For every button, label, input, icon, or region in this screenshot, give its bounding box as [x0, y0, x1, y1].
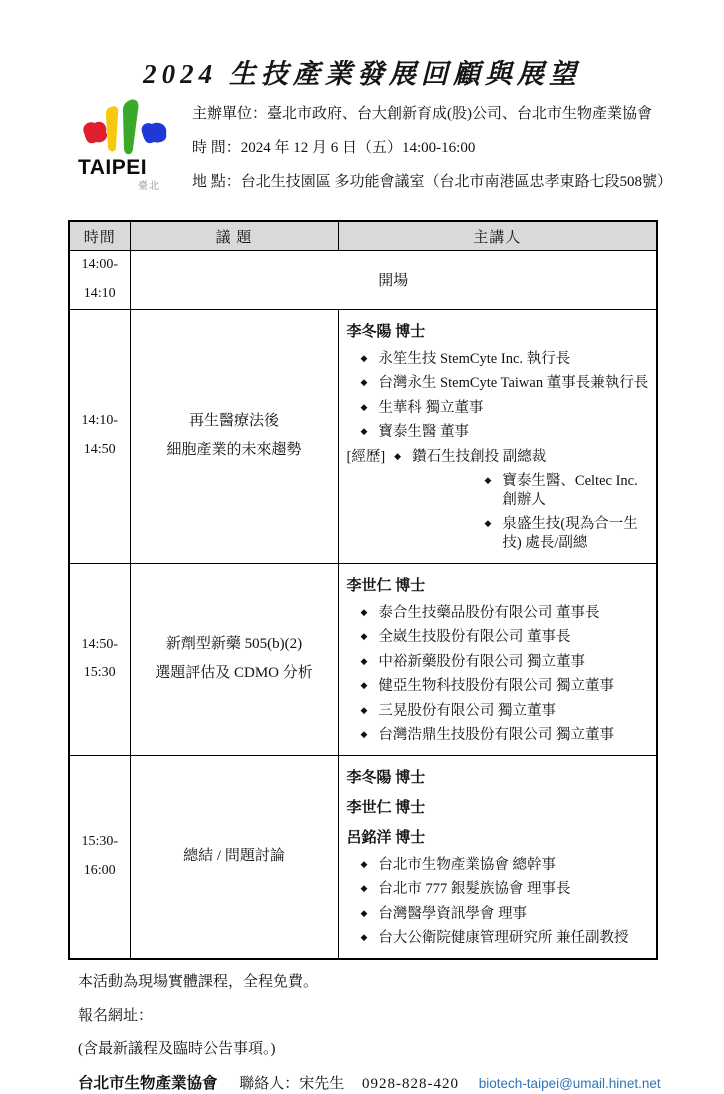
diamond-bullet-icon: ◆ — [360, 352, 368, 363]
diamond-bullet-icon: ◆ — [360, 907, 368, 918]
speaker-role-item — [361, 604, 653, 623]
taipei-wordmark: TAIPEI — [78, 156, 148, 179]
speaker-role-item — [361, 374, 653, 393]
taipei-logo-subtext: 臺北 — [138, 181, 160, 192]
diamond-bullet-icon: ◆ — [360, 729, 368, 740]
role-text: 台北市生物產業協會 總幹事 — [378, 856, 557, 873]
opening-cell: 開場 — [130, 251, 657, 309]
diamond-bullet-icon: ◆ — [484, 518, 492, 529]
association-name: 台北市生物產業協會 — [78, 1074, 218, 1092]
contact-line — [78, 1074, 724, 1094]
role-text: 健亞生物科技股份有限公司 獨立董事 — [378, 678, 615, 695]
taipei-brushstrokes-icon — [78, 99, 170, 157]
table-row — [69, 755, 657, 959]
contact-email-link[interactable]: biotech-taipei@umail.hinet.net — [478, 1075, 661, 1091]
experience-label: [經歷] — [346, 448, 386, 465]
diamond-bullet-icon: ◆ — [360, 606, 368, 617]
col-header-topic: 議 題 — [130, 221, 338, 251]
experience-item — [485, 472, 653, 509]
topic-cell: 再生醫療法後 細胞產業的未來趨勢 — [130, 309, 338, 563]
col-header-time: 時間 — [69, 221, 130, 251]
diamond-bullet-icon: ◆ — [360, 426, 368, 437]
speaker-name: 李世仁 博士 — [346, 577, 426, 594]
contact-person: 聯絡人：宋先生 — [239, 1075, 345, 1092]
role-text: 泰合生技藥品股份有限公司 董事長 — [378, 604, 600, 621]
role-text: 台灣醫學資訊學會 理事 — [378, 905, 528, 922]
experience-text: 寶泰生醫、Celtec Inc. 創辦人 — [502, 473, 638, 508]
speaker-name: 李冬陽 博士 — [346, 769, 426, 786]
role-text: 全崴生技股份有限公司 董事長 — [378, 629, 571, 646]
signup-note: (含最新議程及臨時公告事項。) — [78, 1041, 276, 1058]
footer-note: 本活動為現場實體課程，全程免費。 — [78, 974, 319, 991]
col-header-speaker: 主講人 — [338, 221, 657, 251]
experience-item — [485, 515, 653, 552]
role-text: 三晃股份有限公司 獨立董事 — [378, 702, 557, 719]
speaker-role-item — [361, 399, 653, 418]
signup-url-label: 報名網址： — [78, 1007, 154, 1024]
diamond-bullet-icon: ◆ — [360, 680, 368, 691]
speaker-name: 李冬陽 博士 — [346, 323, 426, 340]
time-cell: 14:50- 15:30 — [69, 563, 130, 755]
speaker-cell — [338, 755, 657, 959]
speaker-role-item — [361, 423, 653, 442]
taipei-logo — [78, 99, 170, 191]
organizer-line: 主辦單位：臺北市政府、台大創新育成(股)公司、台北市生物產業協會 — [192, 106, 652, 122]
role-text: 生華科 獨立董事 — [378, 399, 484, 416]
speaker-role-item — [361, 653, 653, 672]
speaker-role-item — [361, 929, 653, 948]
header-block — [78, 99, 724, 206]
time-cell: 14:00- 14:10 — [69, 251, 130, 309]
diamond-bullet-icon: ◆ — [360, 377, 368, 388]
time-line: 時 間：2024 年 12 月 6 日（五）14:00-16:00 — [192, 139, 476, 156]
table-row — [69, 251, 657, 309]
speaker-role-item — [361, 905, 653, 924]
speaker-name: 呂銘洋 博士 — [346, 829, 426, 846]
topic-cell: 總結 / 問題討論 — [130, 755, 338, 959]
experience-text: 泉盛生技(現為合一生技) 處長/副總 — [502, 516, 638, 551]
role-text: 台灣浩鼎生技股份有限公司 獨立董事 — [378, 727, 615, 744]
speaker-role-item — [361, 880, 653, 899]
role-text: 寶泰生醫 董事 — [378, 424, 470, 441]
diamond-bullet-icon: ◆ — [360, 655, 368, 666]
diamond-bullet-icon: ◆ — [484, 475, 492, 486]
speaker-cell — [338, 563, 657, 755]
diamond-bullet-icon: ◆ — [360, 858, 368, 869]
diamond-bullet-icon: ◆ — [360, 704, 368, 715]
speaker-role-item — [361, 856, 653, 875]
speaker-cell — [338, 309, 657, 563]
topic-cell: 新劑型新藥 505(b)(2) 選題評估及 CDMO 分析 — [130, 563, 338, 755]
table-row — [69, 563, 657, 755]
role-text: 台北市 777 銀髮族協會 理事長 — [378, 881, 571, 898]
speaker-role-item — [361, 628, 653, 647]
diamond-bullet-icon: ◆ — [360, 401, 368, 412]
speaker-role-item — [361, 726, 653, 745]
diamond-bullet-icon: ◆ — [360, 883, 368, 894]
table-header-row — [69, 221, 657, 251]
diamond-bullet-icon: ◆ — [360, 932, 368, 943]
role-text: 台大公衛院健康管理研究所 兼任副教授 — [378, 930, 629, 947]
time-cell: 14:10- 14:50 — [69, 309, 130, 563]
time-cell: 15:30- 16:00 — [69, 755, 130, 959]
role-text: 永笙生技 StemCyte Inc. 執行長 — [378, 350, 571, 367]
role-text: 中裕新藥股份有限公司 獨立董事 — [378, 653, 586, 670]
event-info — [192, 105, 672, 206]
speaker-role-item — [361, 677, 653, 696]
table-row — [69, 309, 657, 563]
role-text: 台灣永生 StemCyte Taiwan 董事長兼執行長 — [378, 375, 649, 392]
speaker-role-item — [361, 702, 653, 721]
agenda-table — [68, 220, 658, 960]
experience-text: 鑽石生技創投 副總裁 — [412, 448, 547, 465]
agenda-page — [0, 52, 724, 1092]
diamond-bullet-icon: ◆ — [360, 631, 368, 642]
speaker-role-item — [361, 350, 653, 369]
contact-phone: 0928-828-420 — [362, 1075, 460, 1092]
page-title: 2024 生技產業發展回顧與展望 — [143, 59, 581, 89]
location-line: 地 點：台北生技園區 多功能會議室（台北市南港區忠孝東路七段508號） — [192, 173, 673, 190]
diamond-bullet-icon: ◆ — [394, 450, 402, 461]
footer — [78, 973, 724, 1094]
speaker-name: 李世仁 博士 — [346, 799, 426, 816]
experience-item — [347, 448, 653, 467]
